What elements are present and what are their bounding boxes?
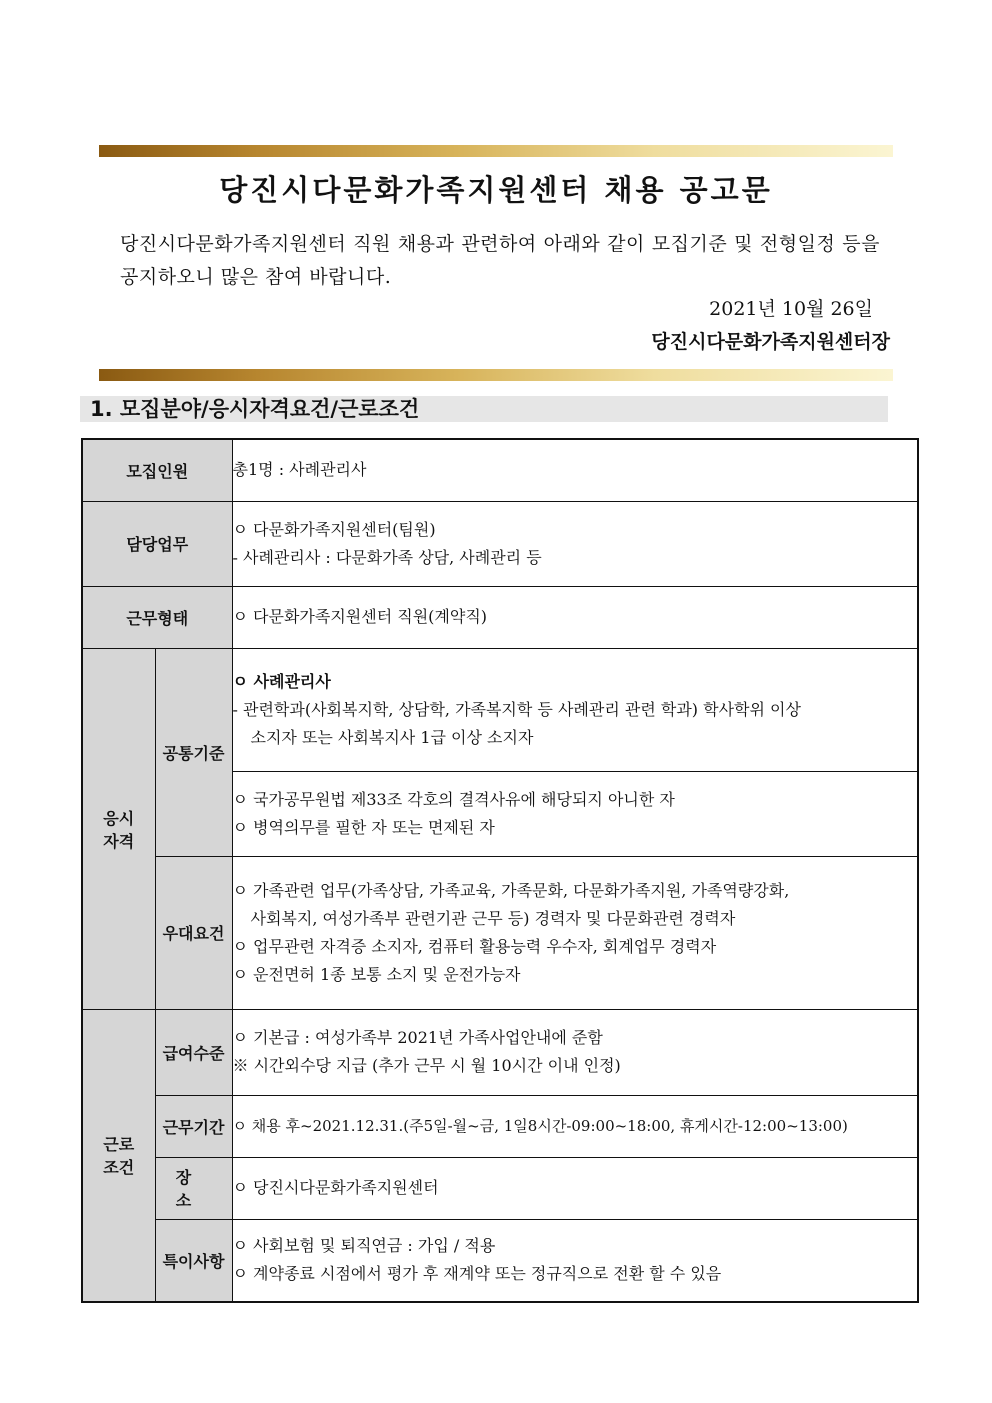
common-line-3: ㅇ 국가공무원법 제33조 각호의 결격사유에 해당되지 아니한 자 — [232, 789, 675, 809]
duty-label: 담당업무 — [82, 501, 232, 586]
row-preferred — [82, 856, 918, 1009]
place-label: 장 소 — [155, 1157, 232, 1219]
salary-line-2: ※ 시간외수당 지급 (추가 근무 시 월 10시간 이내 인정) — [232, 1056, 621, 1075]
common-heading: ㅇ 사례관리사 — [232, 671, 331, 691]
period-line-1: ㅇ 채용 후~2021.12.31.(주5일-월~금, 1일8시간-09:00~18:00, 휴게시간-12:00~13:00) — [232, 1117, 848, 1135]
duty-line-1: ㅇ 다문화가족지원센터(팀원) — [232, 519, 436, 539]
special-content — [232, 1219, 918, 1302]
preferred-line-1: ㅇ 가족관련 업무(가족상담, 가족교육, 가족문화, 다문화가족지원, 가족역량강화, — [232, 880, 790, 900]
preferred-line-2: 사회복지, 여성가족부 관련기관 근무 등) 경력자 및 다문화관련 경력자 — [250, 908, 736, 928]
intro-paragraph: 당진시다문화가족지원센터 직원 채용과 관련하여 아래와 같이 모집기준 및 전형일정 등을 공지하오니 많은 참여 바랍니다. — [120, 233, 880, 288]
top-gold-divider — [99, 145, 893, 157]
section-heading: 1. 모집분야/응시자격요건/근로조건 — [80, 396, 888, 422]
place-content — [232, 1157, 918, 1219]
preferred-content — [232, 856, 918, 1009]
recruitment-table — [81, 438, 919, 1303]
duty-content — [232, 501, 918, 586]
special-line-2: ㅇ 계약종료 시점에서 평가 후 재계약 또는 정규직으로 전환 할 수 있음 — [232, 1264, 722, 1284]
preferred-line-3: ㅇ 업무관련 자격증 소지자, 컴퓨터 활용능력 우수자, 회계업무 경력자 — [232, 936, 717, 956]
row-duty — [82, 501, 918, 586]
announcement-date: 2021년 10월 26일 — [709, 298, 873, 320]
salary-label: 급여수준 — [155, 1009, 232, 1095]
row-recruit — [82, 439, 918, 501]
row-period — [82, 1095, 918, 1157]
place-line-1: ㅇ 당진시다문화가족지원센터 — [232, 1178, 439, 1197]
row-special — [82, 1219, 918, 1302]
qualification-label: 응시 자격 — [82, 648, 155, 1009]
signer-name: 당진시다문화가족지원센터장 — [651, 331, 890, 353]
common-line-4: ㅇ 병역의무를 필한 자 또는 면제된 자 — [232, 817, 495, 837]
bottom-gold-divider — [99, 369, 893, 381]
row-work-type — [82, 586, 918, 648]
row-place — [82, 1157, 918, 1219]
recruit-label: 모집인원 — [82, 439, 232, 501]
period-label: 근무기간 — [155, 1095, 232, 1157]
row-common-1 — [82, 648, 918, 771]
salary-content — [232, 1009, 918, 1095]
work-type-label: 근무형태 — [82, 586, 232, 648]
period-content — [232, 1095, 918, 1157]
row-salary — [82, 1009, 918, 1095]
common-line-2: 소지자 또는 사회복지사 1급 이상 소지자 — [250, 727, 534, 747]
salary-line-1: ㅇ 기본급 : 여성가족부 2021년 가족사업안내에 준함 — [232, 1028, 603, 1047]
conditions-label: 근로 조건 — [82, 1009, 155, 1302]
recruit-content: 총1명 : 사례관리사 — [232, 439, 918, 501]
work-type-content: ㅇ 다문화가족지원센터 직원(계약직) — [232, 586, 918, 648]
preferred-label: 우대요건 — [155, 856, 232, 1009]
common-content-1 — [232, 648, 918, 771]
duty-line-2: - 사례관리사 : 다문화가족 상담, 사례관리 등 — [232, 547, 542, 567]
special-label: 특이사항 — [155, 1219, 232, 1302]
common-content-2 — [232, 771, 918, 856]
document-title: 당진시다문화가족지원센터 채용 공고문 — [219, 173, 773, 207]
special-line-1: ㅇ 사회보험 및 퇴직연금 : 가입 / 적용 — [232, 1236, 496, 1256]
common-line-1: - 관련학과(사회복지학, 상담학, 가족복지학 등 사례관리 관련 학과) 학사학위 이상 — [232, 699, 801, 719]
common-label: 공통기준 — [155, 648, 232, 856]
preferred-line-4: ㅇ 운전면허 1종 보통 소지 및 운전가능자 — [232, 964, 521, 984]
